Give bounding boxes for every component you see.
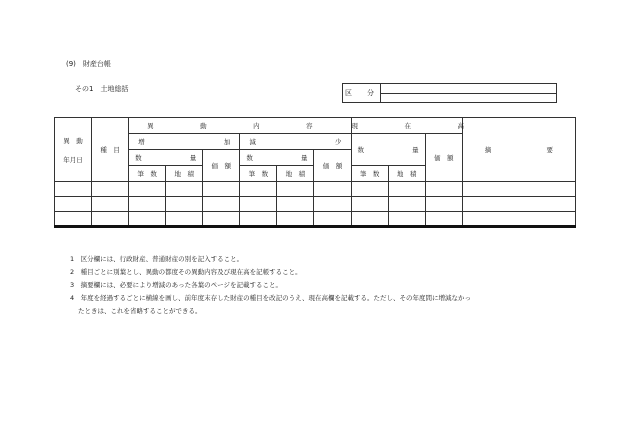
gen-kagaku-header: 価 額 bbox=[314, 150, 351, 182]
data-cell[interactable] bbox=[92, 182, 129, 197]
gen-header bbox=[240, 134, 351, 150]
data-cell[interactable] bbox=[277, 197, 314, 212]
data-cell[interactable] bbox=[166, 197, 203, 212]
table-row bbox=[55, 212, 576, 227]
note-3: 3 摘要欄には、必要により増減のあった各葉のページを記載すること。 bbox=[70, 281, 282, 289]
data-cell[interactable] bbox=[277, 182, 314, 197]
data-cell[interactable] bbox=[351, 212, 388, 227]
table-row bbox=[55, 197, 576, 212]
table-row bbox=[55, 182, 576, 197]
data-cell[interactable] bbox=[462, 212, 575, 227]
genzai-chiseki-header: 地 積 bbox=[388, 166, 425, 182]
zou-chiseki-header: 地 積 bbox=[166, 166, 203, 182]
data-cell[interactable] bbox=[277, 212, 314, 227]
note-2: 2 種目ごとに別葉とし、異動の都度その異動内容及び現在高を記帳すること。 bbox=[70, 268, 302, 276]
data-cell[interactable] bbox=[203, 212, 240, 227]
gen-char1: 減 bbox=[249, 138, 256, 146]
data-cell[interactable] bbox=[351, 182, 388, 197]
genzai-suuryou-char2: 量 bbox=[412, 146, 419, 154]
data-cell[interactable] bbox=[55, 182, 92, 197]
zou-suuryou-char2: 量 bbox=[189, 154, 197, 162]
zou-char2: 加 bbox=[223, 138, 231, 146]
gen-suuryou-char1: 数 bbox=[246, 154, 253, 162]
data-cell[interactable] bbox=[240, 182, 277, 197]
section-title: (9) 財産台帳 bbox=[66, 60, 111, 68]
genzai-hissu-header: 筆 数 bbox=[351, 166, 388, 182]
data-cell[interactable] bbox=[129, 182, 166, 197]
zou-header bbox=[129, 134, 240, 150]
data-cell[interactable] bbox=[240, 197, 277, 212]
data-cell[interactable] bbox=[351, 197, 388, 212]
data-cell[interactable] bbox=[425, 197, 462, 212]
genzai-suuryou-char1: 数 bbox=[357, 146, 365, 154]
gen-suuryou-char2: 量 bbox=[300, 154, 308, 162]
notes bbox=[70, 253, 471, 318]
ledger-table bbox=[54, 117, 576, 228]
form-subtitle: その1 土地総括 bbox=[75, 85, 129, 93]
note-4-continuation: たときは、これを省略することができる。 bbox=[78, 307, 202, 315]
shumoku-header: 種 目 bbox=[92, 118, 129, 182]
data-cell[interactable] bbox=[388, 212, 425, 227]
genzai-kagaku-header: 価 額 bbox=[425, 134, 462, 182]
tekiyo-char2: 要 bbox=[546, 146, 553, 154]
data-cell[interactable] bbox=[388, 197, 425, 212]
zou-hissu-header: 筆 数 bbox=[129, 166, 166, 182]
idou-date-line1: 異 動 bbox=[63, 136, 83, 145]
zou-suuryou-header bbox=[129, 150, 203, 166]
data-cell[interactable] bbox=[240, 212, 277, 227]
data-cell[interactable] bbox=[55, 197, 92, 212]
note-4: 4 年度を経過するごとに横線を画し、前年度末存した財産の種目を改記のうえ、現在高欄を記載する。ただし、その年度間に増減なかっ bbox=[70, 294, 472, 302]
gen-chiseki-header: 地 積 bbox=[277, 166, 314, 182]
gen-suuryou-header bbox=[240, 150, 314, 166]
idou-date-header bbox=[55, 118, 92, 182]
gen-hissu-header: 筆 数 bbox=[240, 166, 277, 182]
data-cell[interactable] bbox=[92, 212, 129, 227]
zou-suuryou-char1: 数 bbox=[135, 154, 142, 162]
genzai-suuryou-header bbox=[351, 134, 425, 166]
data-cell[interactable] bbox=[55, 212, 92, 227]
idou-date-line2: 年月日 bbox=[63, 155, 83, 164]
tekiyo-char1: 摘 bbox=[484, 146, 492, 154]
data-cell[interactable] bbox=[425, 212, 462, 227]
data-cell[interactable] bbox=[166, 212, 203, 227]
idou-naiyou-header: 異 動 内 容 bbox=[129, 118, 351, 134]
data-cell[interactable] bbox=[425, 182, 462, 197]
data-cell[interactable] bbox=[203, 197, 240, 212]
data-cell[interactable] bbox=[203, 182, 240, 197]
data-cell[interactable] bbox=[314, 182, 351, 197]
kubun-field[interactable] bbox=[342, 83, 557, 103]
genzaidaka-header: 現 在 高 bbox=[351, 118, 462, 134]
data-cell[interactable] bbox=[388, 182, 425, 197]
data-cell[interactable] bbox=[314, 212, 351, 227]
data-cell[interactable] bbox=[129, 197, 166, 212]
data-cell[interactable] bbox=[92, 197, 129, 212]
data-cell[interactable] bbox=[462, 197, 575, 212]
kubun-label: 区 分 bbox=[343, 84, 381, 102]
data-cell[interactable] bbox=[166, 182, 203, 197]
data-cell[interactable] bbox=[462, 182, 575, 197]
kubun-divider bbox=[381, 93, 556, 94]
data-cell[interactable] bbox=[129, 212, 166, 227]
data-cell[interactable] bbox=[314, 197, 351, 212]
note-1: 1 区分欄には、行政財産、普通財産の別を記入すること。 bbox=[70, 255, 244, 263]
zou-char1: 増 bbox=[138, 138, 145, 146]
zou-kagaku-header: 価 額 bbox=[203, 150, 240, 182]
gen-char2: 少 bbox=[335, 138, 342, 146]
